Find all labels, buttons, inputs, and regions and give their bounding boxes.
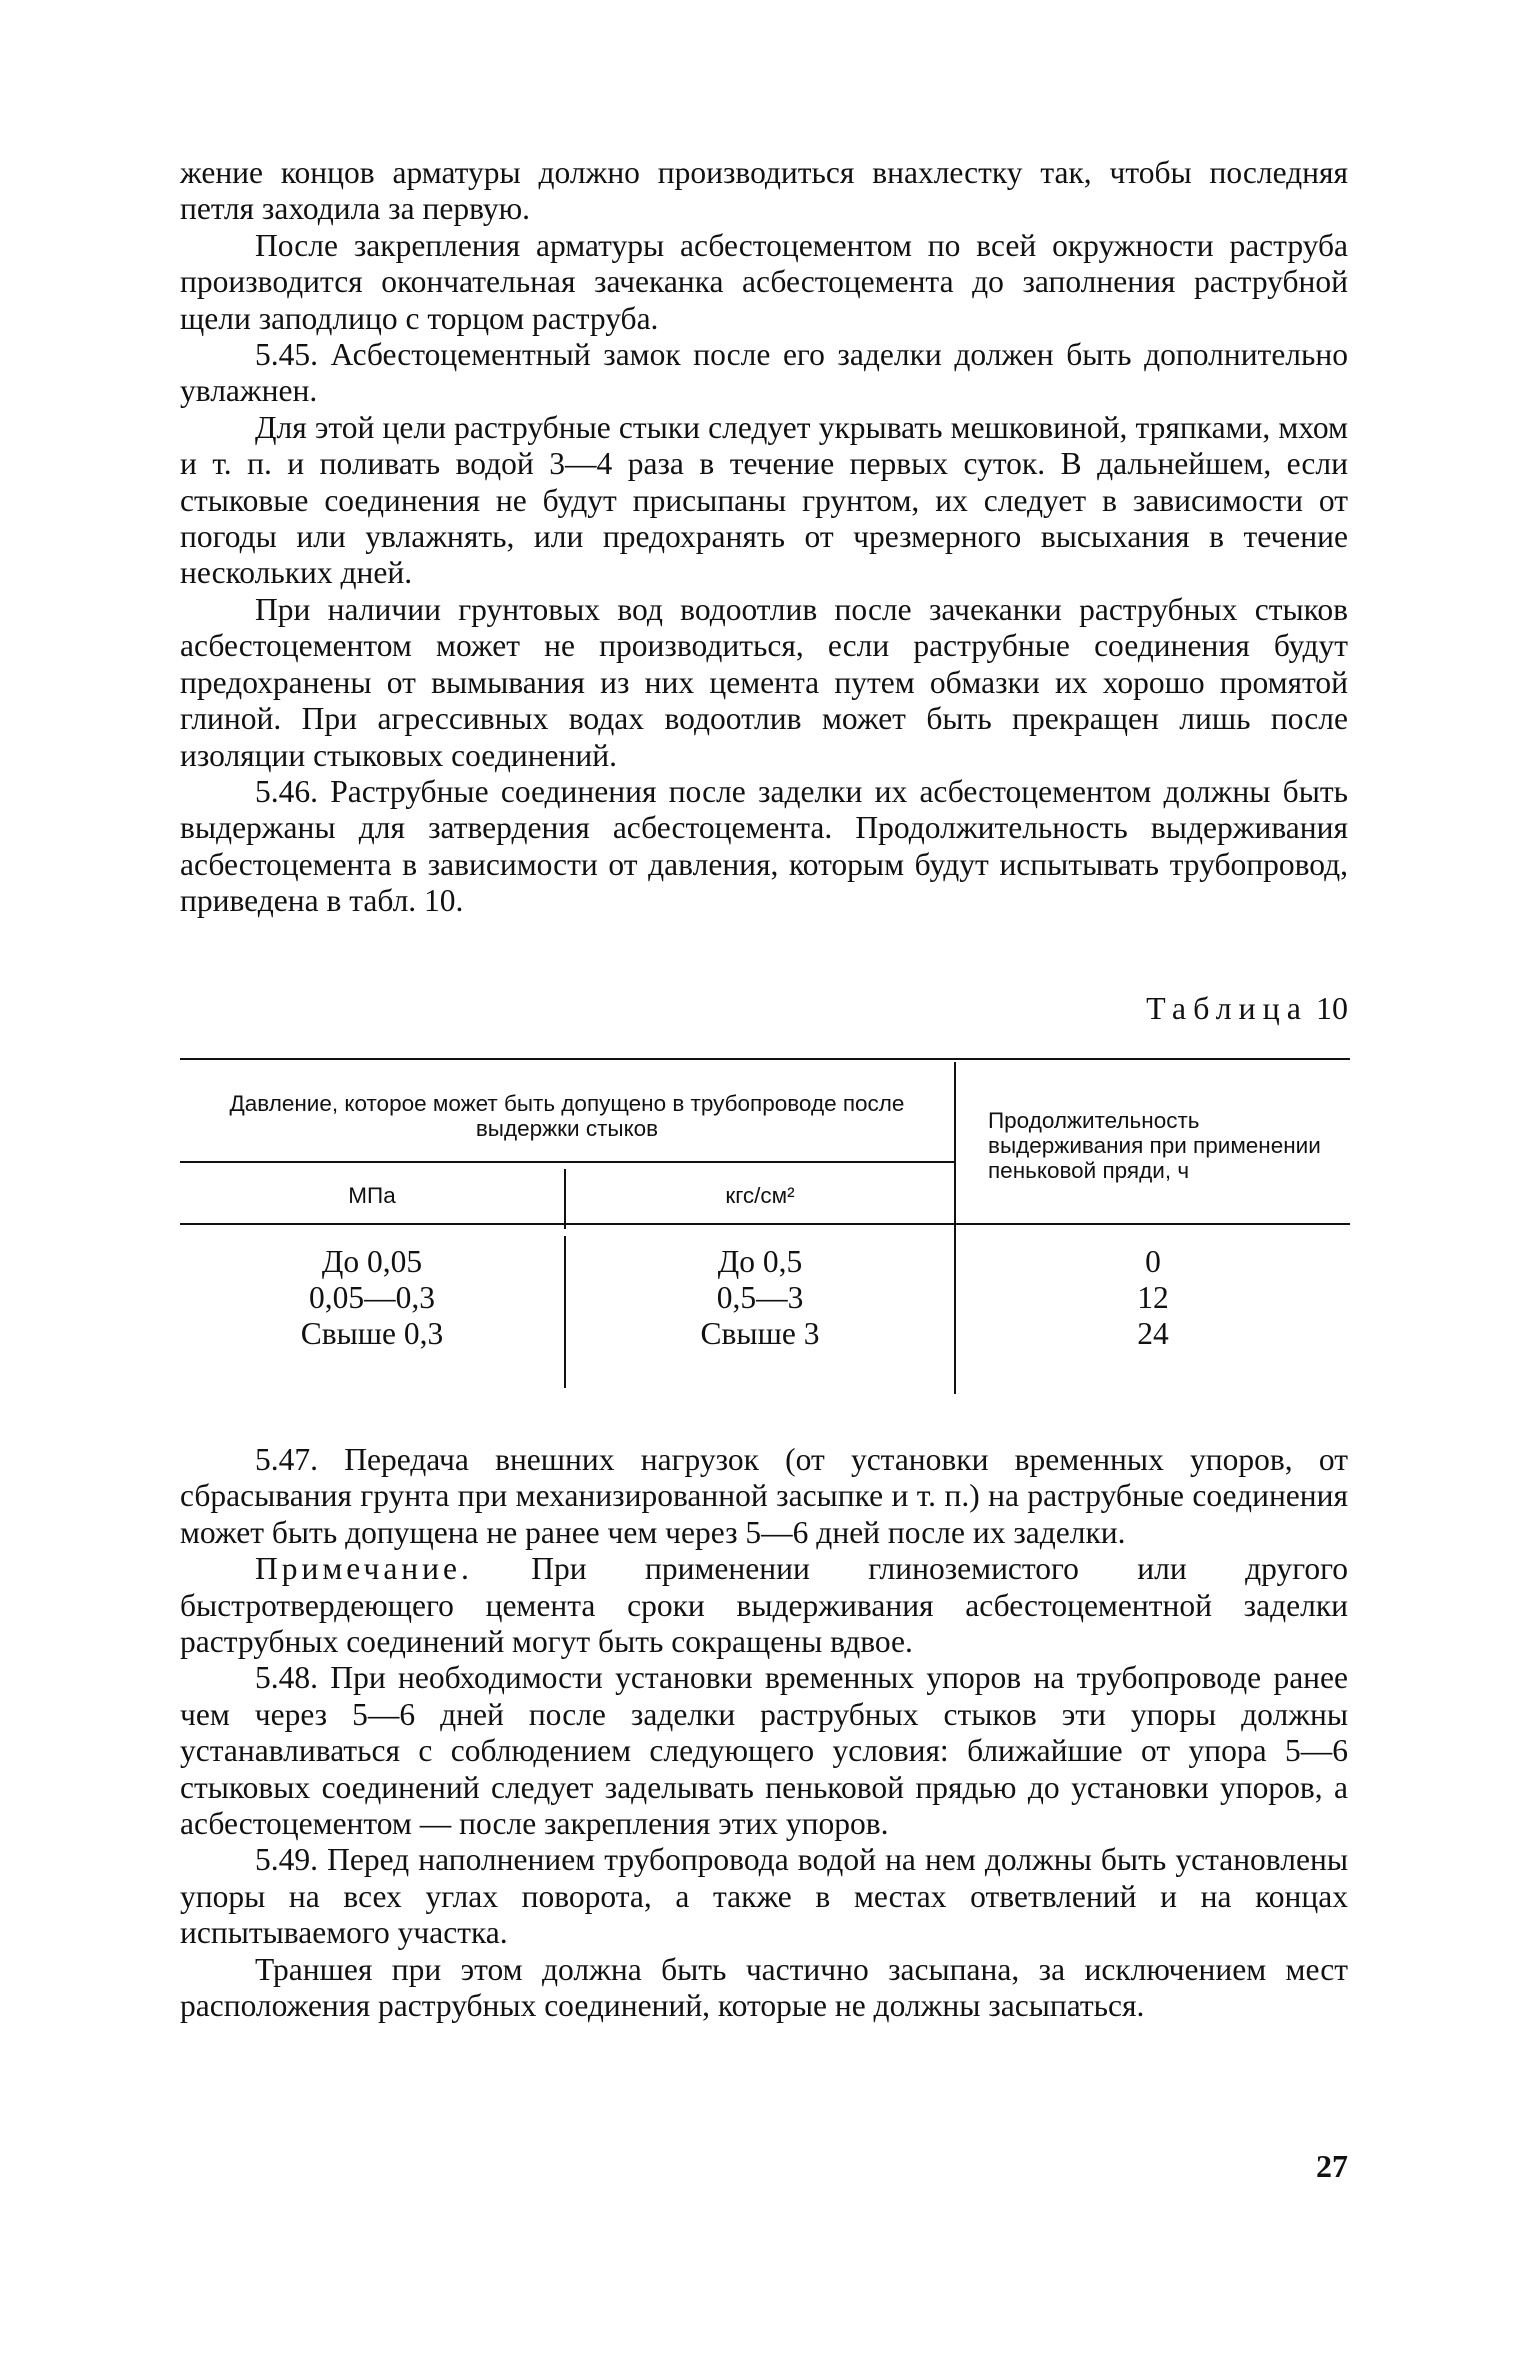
paragraph-5-47: 5.47. Передача внешних нагрузок (от установки временных упоров, от сбрасывания грунта при механизированной засыпке и т. п.) на раструбные соединения может быть допущена не ранее чем через 5—6 дней после их заделки. — [180, 1442, 1348, 1550]
paragraph-5: При наличии грунтовых вод водоотлив после зачеканки раструбных стыков асбестоцементом может не производиться, если раструбные соединения будут предохранены от вымывания из них цемента путем обмазки их хорошо промятой глиной. При агрессивных водах водоотлив может быть прекращен лишь после изоляции стыковых соединений. — [180, 591, 1348, 773]
header-duration: Продолжительность выдерживания при применении пеньковой пряди, ч — [988, 1108, 1321, 1183]
header-kgs: кгс/см² — [725, 1183, 795, 1208]
paragraph-4: Для этой цели раструбные стыки следует укрывать мешковиной, тряпками, мхом и т. п. и поливать водой 3—4 раза в течение первых суток. В дальнейшем, если стыковые соединения не будут присыпаны грунтом, их следует в зависимости от погоды или увлажнять, или предохранять от чрезмерного высыхания в течение нескольких дней. — [180, 409, 1348, 591]
header-mpa: МПа — [348, 1183, 396, 1208]
note-text: При применении глиноземистого или другого быстротвердеющего цемента сроки выдерживания асбестоцементной заделки раструбных соединений могут быть сокращены вдвое. — [180, 1551, 1348, 1660]
table-caption-word: Таблица — [1146, 990, 1308, 1026]
paragraph-2: После закрепления арматуры асбестоцементом по всей окружности раструба производится окончательная зачеканка асбестоцемента до заполнения раструбной щели заподлицо с торцом раструба. — [180, 227, 1348, 336]
table-top-rule — [180, 1058, 1350, 1060]
note-paragraph — [180, 1551, 1348, 1660]
paragraph-5-46: 5.46. Раструбные соединения после заделки их асбестоцементом должны быть выдержаны для затвердения асбестоцемента. Продолжительность выдерживания асбестоцемента в зависимости от давления, которым будут испытывать трубопровод, приведена в табл. 10. — [180, 773, 1348, 919]
paragraph-1: жение концов арматуры должно производиться внахлестку так, чтобы последняя петля заходила за первую. — [180, 155, 1348, 227]
cell-hours-3: 24 — [1137, 1316, 1169, 1351]
table-10 — [180, 1058, 1350, 1398]
note-label: Примечание. — [255, 1551, 473, 1587]
cell-kgs-1: До 0,5 — [717, 1244, 803, 1279]
cell-hours-1: 0 — [1145, 1244, 1161, 1279]
text-block-bottom — [180, 1442, 1348, 2025]
cell-mpa-2: 0,05—0,3 — [309, 1280, 435, 1315]
paragraph-5-49b: Траншея при этом должна быть частично засыпана, за исключением мест расположения раструбных соединений, которые не должны засыпаться. — [180, 1951, 1348, 2024]
text-block-top — [180, 155, 1348, 920]
cell-mpa-3: Свыше 0,3 — [300, 1316, 444, 1351]
table-header-rule — [180, 1223, 1350, 1225]
cell-mpa-1: До 0,05 — [321, 1244, 423, 1279]
paragraph-5-48: 5.48. При необходимости установки временных упоров на трубопроводе ранее чем через 5—6 дней после заделки раструбных стыков эти упоры должны устанавливаться с соблюдением следующего условия: ближайшие от упора 5—6 стыковых соединений следует заделывать пеньковой прядью до установки упоров, а асбестоцементом — после закрепления этих упоров. — [180, 1660, 1348, 1842]
table-subheader-rule — [180, 1161, 954, 1163]
table-caption — [180, 990, 1348, 1027]
paragraph-5-45: 5.45. Асбестоцементный замок после его заделки должен быть дополнительно увлажнен. — [180, 337, 1348, 409]
cell-kgs-2: 0,5—3 — [716, 1280, 804, 1315]
paragraph-5-49: 5.49. Перед наполнением трубопровода водой на нем должны быть установлены упоры на всех углах поворота, а также в местах ответвлений и на концах испытываемого участка. — [180, 1842, 1348, 1951]
cell-kgs-3: Свыше 3 — [700, 1316, 820, 1351]
cell-hours-2: 12 — [1137, 1280, 1169, 1315]
table-caption-number: 10 — [1316, 990, 1348, 1026]
page-number: 27 — [1316, 2148, 1348, 2184]
header-pressure: Давление, которое может быть допущено в трубопроводе после выдержки стыков — [229, 1091, 905, 1141]
